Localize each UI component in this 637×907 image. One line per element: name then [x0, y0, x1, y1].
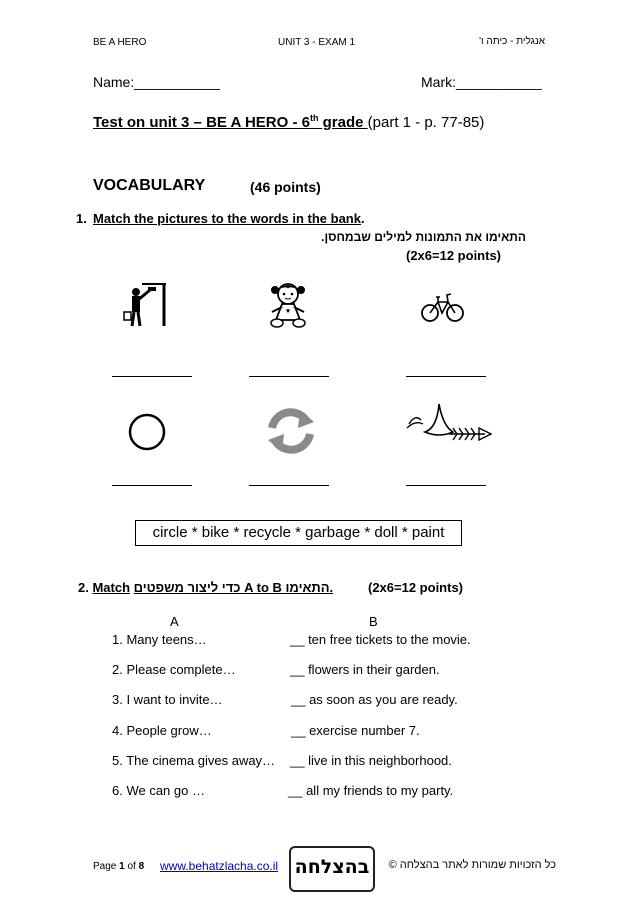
recycle-icon: [264, 406, 318, 456]
q1-hebrew: התאימו את התמונות למילים שבמחסן.: [321, 230, 526, 244]
header-center: UNIT 3 - EXAM 1: [278, 37, 356, 48]
match-a-2: 2. Please complete…: [112, 662, 236, 677]
q2-number: 2.: [78, 580, 89, 595]
page-indicator: Page 1 of 8: [93, 861, 145, 872]
answer-line-4[interactable]: [112, 485, 192, 486]
logo: [289, 846, 375, 892]
name-blank: ___________: [134, 74, 220, 90]
answer-line-1[interactable]: [112, 376, 192, 377]
title-pages: (part 1 - p. 77-85): [367, 114, 485, 131]
site-link[interactable]: www.behatzlacha.co.il: [160, 859, 279, 873]
circle-icon: [126, 411, 168, 453]
match-a-1: 1. Many teens…: [112, 632, 207, 647]
q2-hebrew: .התאימו A to B כדי ליצור משפטים: [133, 580, 334, 595]
answer-line-3[interactable]: [406, 376, 486, 377]
answer-line-2[interactable]: [249, 376, 329, 377]
section-title: VOCABULARY: [93, 177, 206, 194]
match-a-3: 3. I want to invite…: [112, 692, 223, 707]
mark-label: Mark:: [421, 74, 456, 90]
header-left: BE A HERO: [93, 37, 147, 48]
match-b-4[interactable]: __ exercise number 7.: [291, 723, 420, 738]
q1-instruction: Match the pictures to the words in the bank.: [93, 211, 365, 226]
match-b-5[interactable]: __ live in this neighborhood.: [290, 753, 452, 768]
match-a-4: 4. People grow…: [112, 723, 212, 738]
q1-number: 1.: [76, 211, 87, 226]
q2-match: Match: [92, 580, 131, 595]
answer-line-5[interactable]: [249, 485, 329, 486]
col-b-header: B: [369, 614, 378, 629]
match-b-1[interactable]: __ ten free tickets to the movie.: [290, 632, 471, 647]
q1-points: (2x6=12 points): [406, 248, 502, 263]
name-label: Name:: [93, 74, 135, 90]
section-points: (46 points): [250, 179, 321, 195]
mark-field: [421, 74, 542, 90]
match-b-2[interactable]: __ flowers in their garden.: [290, 662, 440, 677]
header-right: אנגלית - כיתה ו': [479, 36, 545, 47]
doll-icon: [262, 280, 314, 330]
title-main: Test on unit 3 – BE A HERO - 6th grade: [93, 113, 368, 131]
match-a-6: 6. We can go …: [112, 783, 205, 798]
bike-icon: [420, 290, 466, 324]
answer-line-6[interactable]: [406, 485, 486, 486]
garbage-icon: [403, 398, 495, 444]
word-bank: circle * bike * recycle * garbage * doll * paint: [135, 520, 462, 546]
mark-blank: ___________: [456, 74, 542, 90]
copyright: כל הזכויות שמורות לאתר בהצלחה ©: [388, 859, 556, 871]
q2-points: (2x6=12 points): [368, 580, 464, 595]
match-b-3[interactable]: __ as soon as you are ready.: [291, 692, 458, 707]
match-a-5: 5. The cinema gives away…: [112, 753, 276, 768]
logo-text: בהצלחה: [294, 856, 370, 878]
q2-instruction: [78, 580, 333, 595]
paint-icon: [120, 278, 172, 330]
col-a-header: A: [170, 614, 179, 629]
name-field: [93, 74, 220, 90]
match-b-6[interactable]: __ all my friends to my party.: [288, 783, 454, 798]
test-title: [93, 113, 484, 131]
